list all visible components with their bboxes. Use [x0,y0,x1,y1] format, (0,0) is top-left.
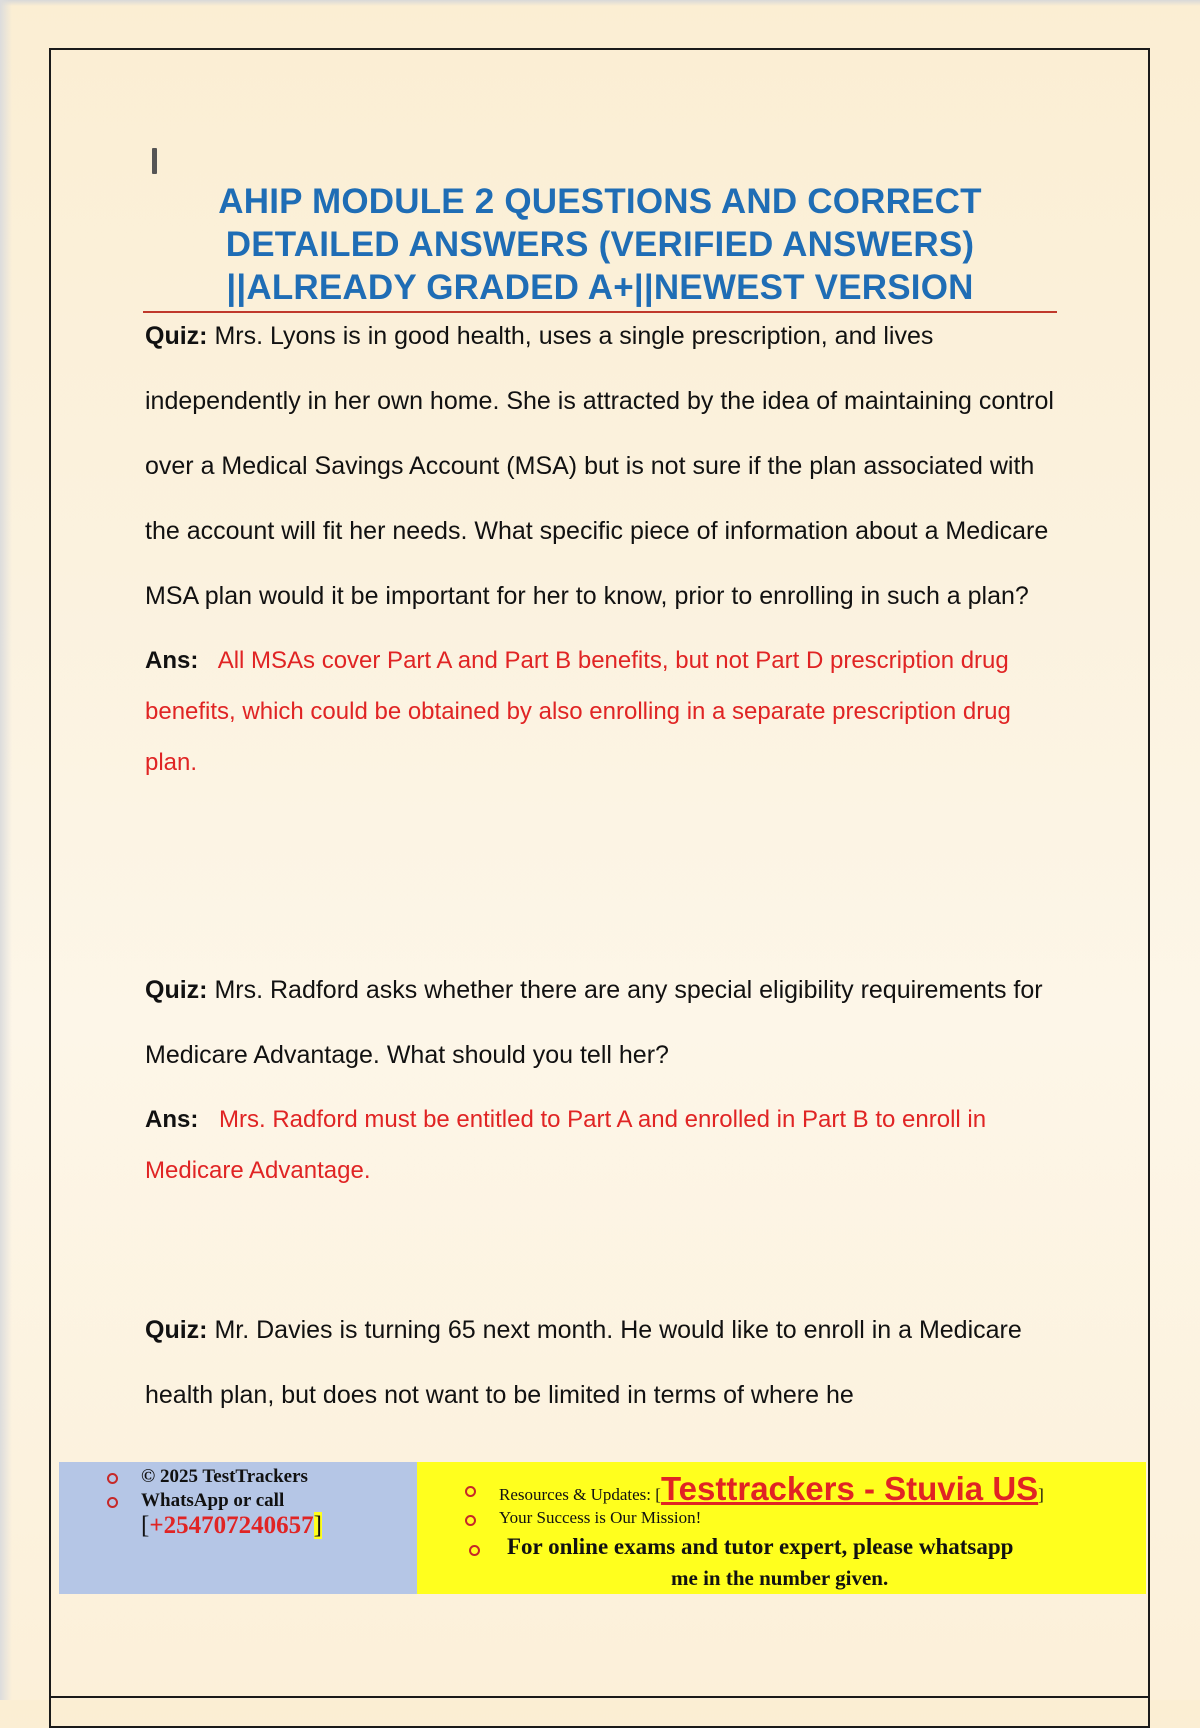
quiz-question [145,958,1065,1088]
copyright-text: © 2025 TestTrackers [141,1466,308,1487]
quiz-question [145,304,1065,629]
phone-value: +254707240657 [149,1512,314,1539]
footer-info-panel [417,1462,1146,1594]
quiz-label: Quiz: [145,322,208,350]
qa-item-1 [145,304,1065,788]
phone-number[interactable]: [+254707240657] [141,1512,322,1539]
ans-label: Ans: [145,1106,199,1133]
bullet-icon [469,1545,480,1556]
title-line-2: DETAILED ANSWERS (VERIFIED ANSWERS) [225,225,975,264]
footer-banner [59,1462,1146,1594]
whatsapp-label: WhatsApp or call [141,1490,285,1511]
quiz-label: Quiz: [145,976,208,1004]
answer-text: All MSAs cover Part A and Part B benefits, but not Part D prescription drug benefits, which could be obtained by also enrolling in a separate prescription drug plan. [145,647,1011,776]
title-line-1: AHIP MODULE 2 QUESTIONS AND CORRECT [218,182,982,221]
bullet-icon [465,1486,476,1497]
tutor-line-1: For online exams and tutor expert, please whatsapp [507,1534,1014,1559]
quiz-label: Quiz: [145,1316,208,1344]
mission-text: Your Success is Our Mission! [499,1508,702,1527]
footer-contact-panel [59,1462,417,1594]
qa-item-3 [145,1298,1065,1428]
ans-label: Ans: [145,647,199,674]
quiz-question [145,1298,1065,1428]
document-title [145,180,1055,309]
resources-line: Resources & Updates: [Testtrackers - Stuvia US] [499,1470,1044,1507]
text-cursor [152,148,157,174]
question-text: Mr. Davies is turning 65 next month. He would like to enroll in a Medicare health plan, but does not want to be limited in terms of where he [145,1316,1022,1409]
resources-label: Resources & Updates: [499,1485,652,1504]
question-text: Mrs. Radford asks whether there are any special eligibility requirements for Medicare Advantage. What should you tell her? [145,976,1043,1069]
tutor-line-2: me in the number given. [671,1566,889,1590]
question-text: Mrs. Lyons is in good health, uses a single prescription, and lives independently in her own home. She is attracted by the idea of maintaining control over a Medical Savings Account (MSA) but is not sure if the plan associated with the account will fit her needs. What specific piece of information about a Medicare MSA plan would it be important for her to know, prior to enrolling in such a plan? [145,322,1054,610]
qa-item-2 [145,958,1065,1196]
bullet-icon [107,1473,118,1484]
bullet-icon [465,1515,476,1526]
answer-text: Mrs. Radford must be entitled to Part A and enrolled in Part B to enroll in Medicare Advantage. [145,1106,987,1184]
bottom-border [49,1696,1150,1698]
stuvia-link[interactable]: Testtrackers - Stuvia US [660,1470,1039,1507]
answer [145,1094,1065,1196]
page-top-shadow [0,0,1200,6]
answer [145,635,1065,788]
title-line-3: ||ALREADY GRADED A+||NEWEST VERSION [226,268,974,307]
page-left-shadow [0,0,12,1700]
bullet-icon [107,1497,118,1508]
